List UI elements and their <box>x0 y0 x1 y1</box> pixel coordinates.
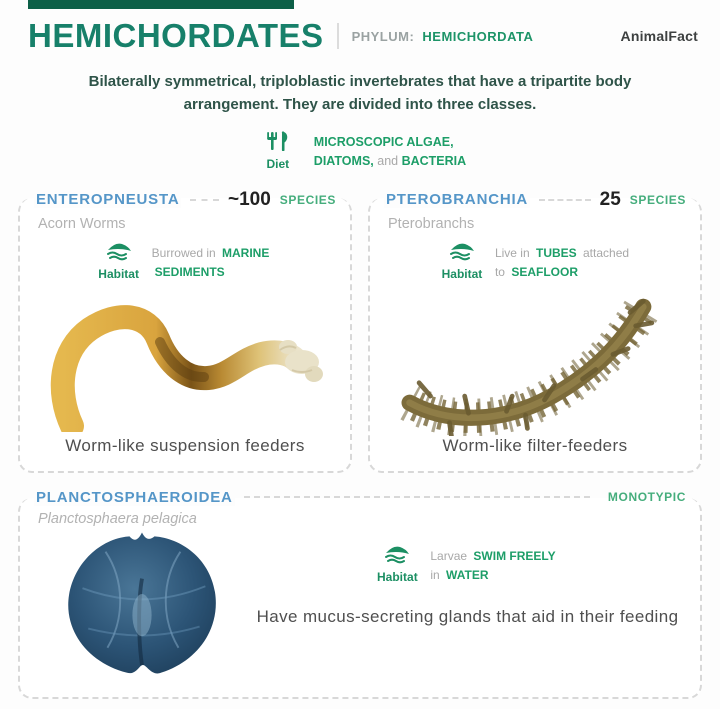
habitat-text-gray: in <box>430 567 440 582</box>
card-caption: Worm-like suspension feeders <box>65 435 305 455</box>
card-content <box>34 527 686 689</box>
habitat-icon-block <box>438 242 486 281</box>
habitat-label: Habitat <box>98 266 139 281</box>
phylum-line <box>352 29 534 44</box>
class-name: PTEROBRANCHIA <box>386 191 529 209</box>
species-count-suffix: MONOTYPIC <box>607 490 686 505</box>
habitat-text-gray: Larvae <box>430 548 468 563</box>
diet-text <box>314 131 466 172</box>
species-count: ~100 <box>227 188 271 210</box>
habitat-text-green: TUBES <box>535 245 577 260</box>
habitat-text-green: WATER <box>446 567 489 582</box>
habitat-text <box>430 545 561 585</box>
habitat-waves-icon <box>105 248 133 265</box>
class-name: ENTEROPNEUSTA <box>36 191 180 209</box>
dashed-rule <box>539 199 591 201</box>
habitat-text-gray: Burrowed in <box>151 245 216 260</box>
text-column <box>249 527 686 689</box>
common-name: Planctosphaera pelagica <box>38 510 197 527</box>
diet-item-bacteria: BACTERIA <box>401 154 467 169</box>
habitat-text-gray: Live in <box>494 245 530 260</box>
header-divider <box>337 23 339 49</box>
diet-label: Diet <box>266 157 290 171</box>
dashed-rule <box>190 199 219 201</box>
card-caption: Have mucus-secreting glands that aid in their feeding <box>256 607 679 627</box>
habitat-text <box>152 242 276 282</box>
species-count-suffix: SPECIES <box>279 192 336 207</box>
card-header <box>384 189 686 211</box>
habitat-block <box>384 242 686 282</box>
diet-conjunction: and <box>377 154 399 169</box>
card-enteropneusta <box>18 188 352 473</box>
habitat-block <box>34 242 336 282</box>
intro-text: Bilaterally symmetrical, triploblastic invertebrates that have a tripartite body arrangement. They are divided into three classes. <box>88 73 632 113</box>
card-header <box>34 489 686 506</box>
habitat-block <box>249 545 686 585</box>
header-accent-bar <box>28 0 294 9</box>
acorn-worm-photo <box>34 284 336 432</box>
habitat-text-green: MARINE <box>222 245 270 260</box>
card-pterobranchia <box>368 188 702 473</box>
species-count: 25 <box>599 188 621 210</box>
phylum-label: PHYLUM: <box>351 28 415 44</box>
page-title: HEMICHORDATES <box>28 17 324 54</box>
diet-icon-block <box>254 131 302 171</box>
animalfact-logo: AnimalFact <box>620 28 698 44</box>
common-name: Pterobranchs <box>388 215 475 232</box>
card-header <box>34 189 336 211</box>
diet-item-diatoms: DIATOMS, <box>313 154 374 169</box>
diet-line1: MICROSCOPIC ALGAE, <box>313 135 454 149</box>
common-name: Acorn Worms <box>38 215 126 232</box>
card-caption: Worm-like filter-feeders <box>442 435 628 455</box>
habitat-text-gray: attached <box>583 245 630 260</box>
habitat-label: Habitat <box>441 266 483 281</box>
card-planctosphaeroidea <box>18 488 702 699</box>
fork-knife-icon <box>263 138 293 155</box>
habitat-icon-block <box>95 242 143 281</box>
image-column <box>34 519 249 689</box>
habitat-text-gray: to <box>494 264 505 279</box>
habitat-waves-icon <box>448 248 476 265</box>
habitat-waves-icon <box>383 551 411 568</box>
habitat-label: Habitat <box>377 569 418 584</box>
dashed-rule <box>244 496 590 498</box>
diet-section <box>0 131 720 172</box>
planctosphaera-larva-photo <box>34 521 249 689</box>
class-name: PLANCTOSPHAEROIDEA <box>36 488 233 506</box>
class-cards-row <box>0 188 720 473</box>
habitat-text <box>495 242 632 282</box>
habitat-text-green: SEAFLOOR <box>511 264 578 279</box>
species-count-suffix: SPECIES <box>629 192 686 207</box>
habitat-text-green: SWIM FREELY <box>473 548 556 563</box>
phylum-value: HEMICHORDATA <box>422 28 534 44</box>
habitat-text-green: SEDIMENTS <box>154 264 225 279</box>
habitat-icon-block <box>373 545 421 584</box>
pterobranch-colony-photo <box>384 284 686 436</box>
